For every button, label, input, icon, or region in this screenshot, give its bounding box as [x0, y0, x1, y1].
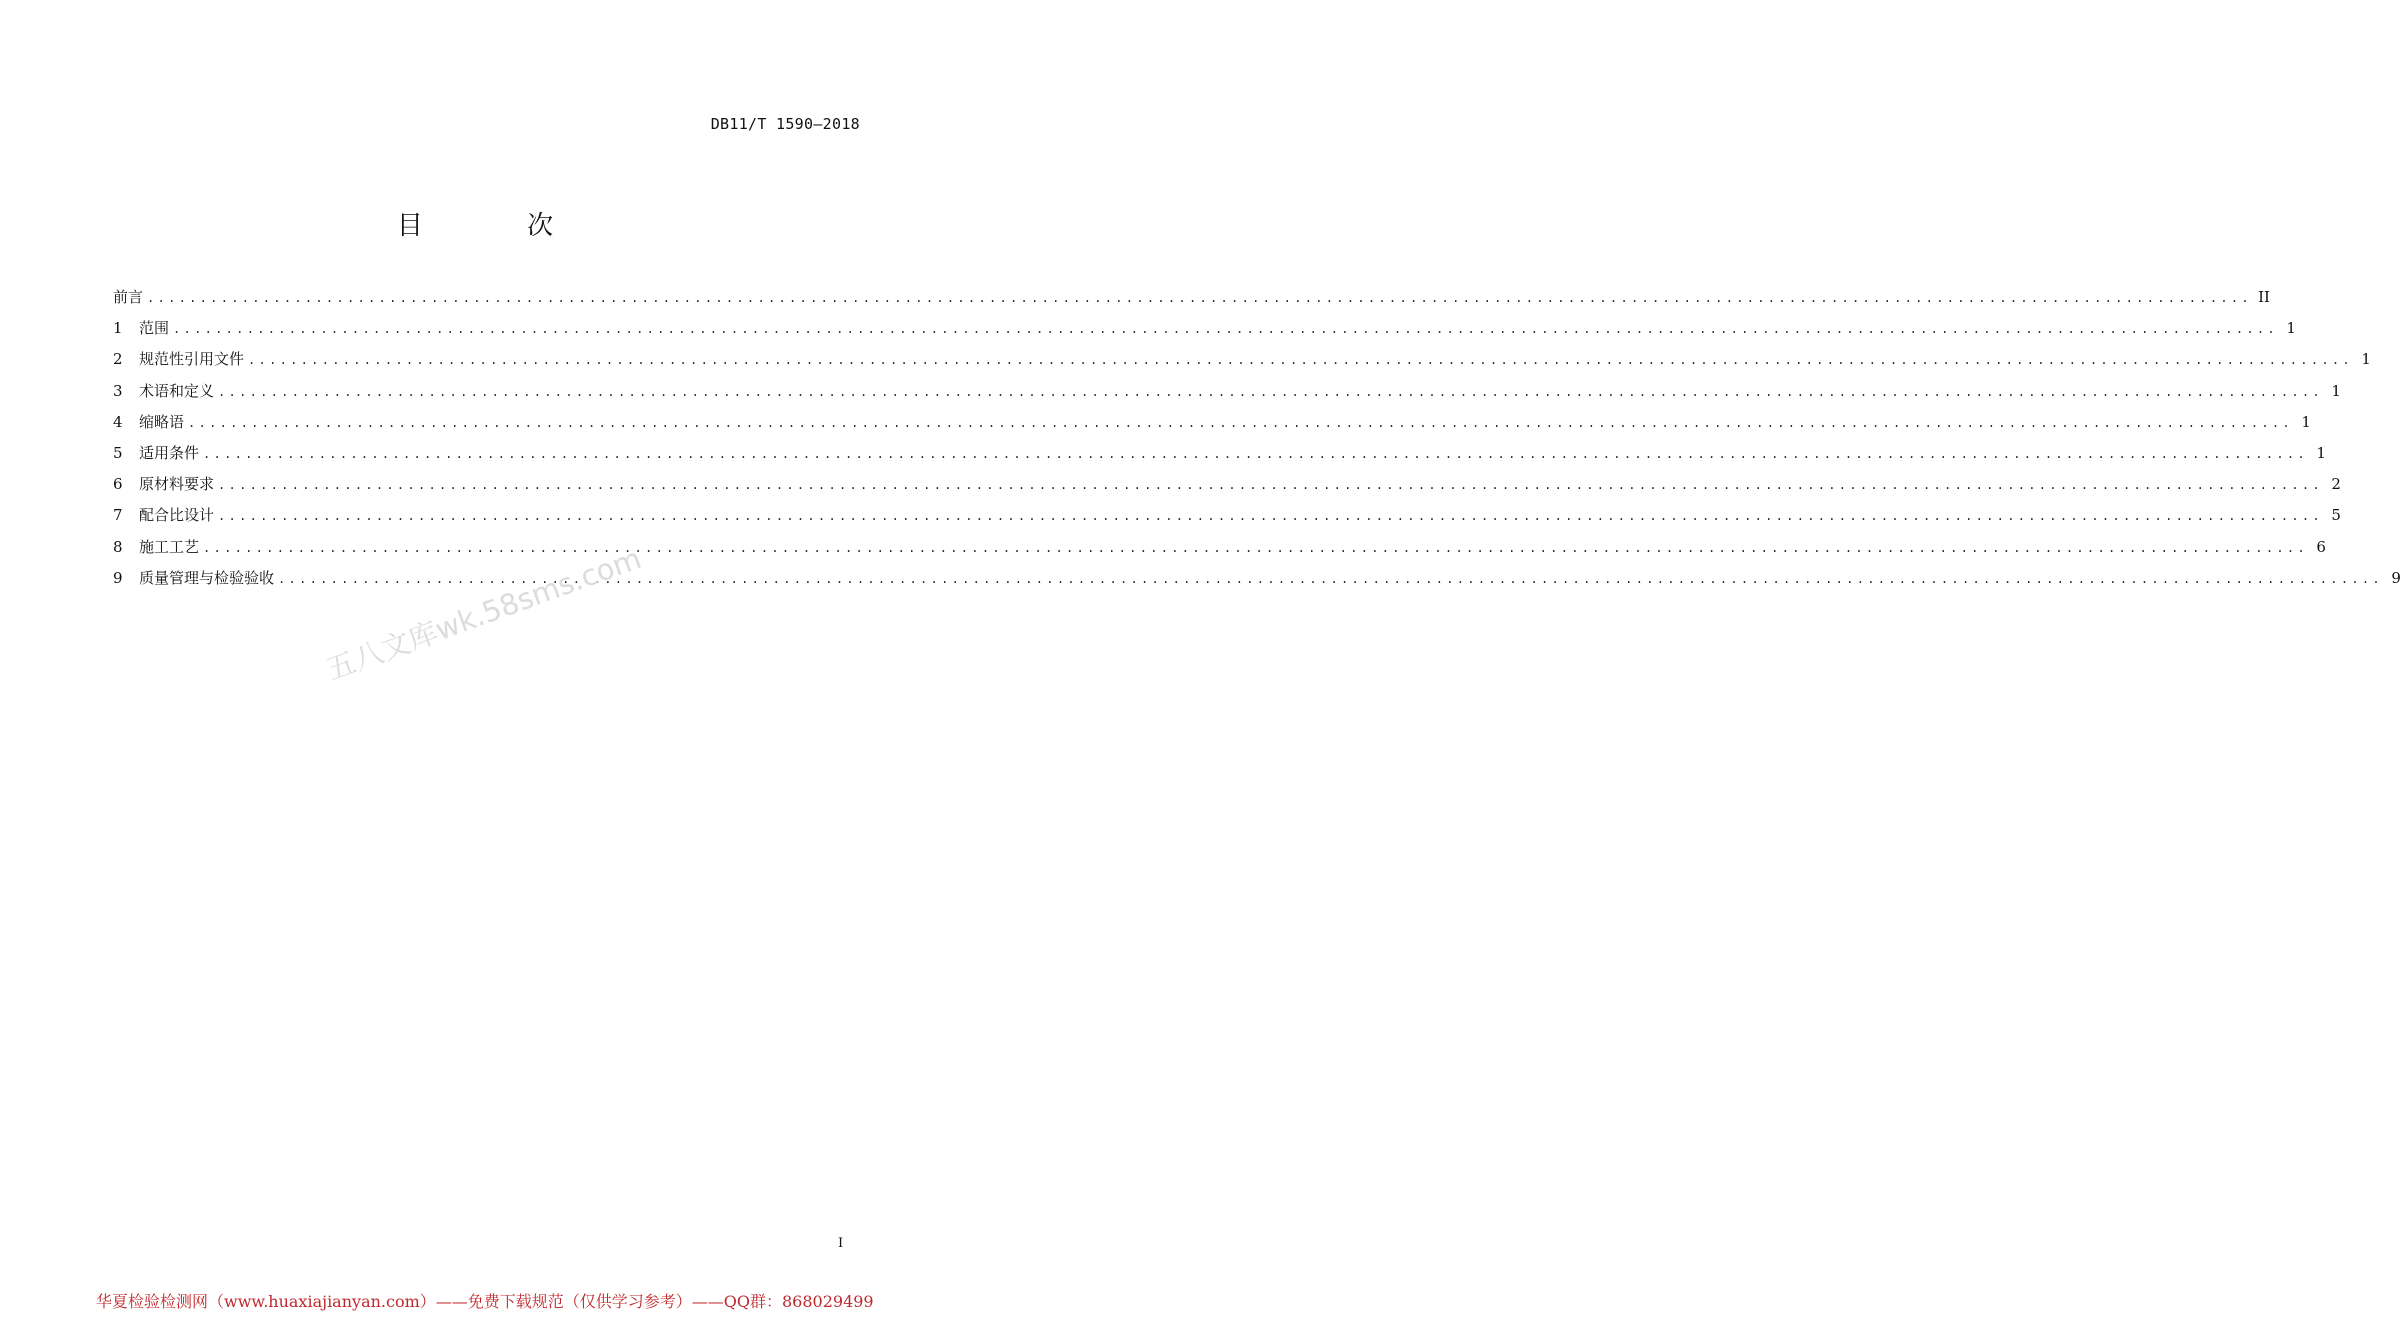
- toc-entry-number: 8: [113, 537, 123, 556]
- toc-entry-number: 6: [113, 475, 123, 494]
- toc-entry-page: 2: [2331, 475, 2341, 494]
- toc-entry[interactable]: [113, 411, 2311, 442]
- page-title: 目 次: [396, 211, 602, 241]
- toc-dot-leader: ........................................................................................................................................................................................................: [218, 478, 2323, 493]
- toc-dot-leader: ........................................................................................................................................................................................................: [248, 353, 2353, 368]
- toc-entry-page: 1: [2301, 412, 2311, 431]
- toc-entry[interactable]: [113, 442, 2326, 473]
- toc-entry-label: 原材料要求: [139, 475, 215, 494]
- toc-dot-leader: ........................................................................................................................................................................................................: [278, 571, 2383, 586]
- toc-entry-label: 缩略语: [139, 412, 185, 431]
- table-of-contents: [113, 286, 2401, 598]
- toc-entry-number: 7: [113, 506, 123, 525]
- toc-entry-page: 5: [2331, 506, 2341, 525]
- toc-entry-page: 1: [2286, 319, 2296, 338]
- toc-entry[interactable]: [113, 536, 2326, 567]
- toc-dot-leader: ........................................................................................................................................................................................................: [203, 446, 2308, 461]
- toc-entry-number: 2: [113, 350, 123, 369]
- toc-entry-label: 质量管理与检验验收: [139, 568, 275, 587]
- toc-entry-number: 3: [113, 381, 123, 400]
- watermark: 五八文库wk.58sms.com: [321, 541, 646, 687]
- toc-entry-label: 范围: [139, 319, 170, 338]
- toc-entry[interactable]: [113, 504, 2341, 535]
- toc-entry[interactable]: [113, 317, 2296, 348]
- toc-entry-number: 4: [113, 412, 123, 431]
- toc-entry-page: II: [2258, 288, 2270, 306]
- toc-dot-leader: ........................................................................................................................................................................................................: [218, 509, 2323, 524]
- toc-entry-label: 施工工艺: [139, 537, 200, 556]
- toc-entry[interactable]: [113, 473, 2341, 504]
- toc-entry-page: 1: [2316, 443, 2326, 462]
- toc-entry-label: 配合比设计: [139, 506, 215, 525]
- toc-entry-label: 前言: [113, 288, 144, 306]
- toc-entry-number: 9: [113, 568, 123, 587]
- document-code: DB11/T 1590—2018: [710, 115, 860, 133]
- toc-dot-leader: ........................................................................................................................................................................................................: [203, 540, 2308, 555]
- toc-entry-label: 规范性引用文件: [139, 350, 245, 369]
- footer-notice: 华夏检验检测网（www.huaxiajianyan.com）——免费下载规范（仅供学习参考）——QQ群：868029499: [96, 1292, 874, 1311]
- toc-entry-number: 1: [113, 319, 123, 338]
- toc-dot-leader: ........................................................................................................................................................................................................: [218, 384, 2323, 399]
- toc-dot-leader: ........................................................................................................................................................................................................: [173, 322, 2278, 337]
- toc-entry[interactable]: [113, 286, 2270, 317]
- toc-entry-label: 适用条件: [139, 443, 200, 462]
- toc-dot-leader: ........................................................................................................................................................................................................: [188, 415, 2293, 430]
- toc-entry-page: 6: [2316, 537, 2326, 556]
- toc-dot-leader: ........................................................................................................................................................................................................: [147, 291, 2252, 305]
- toc-entry-page: 9: [2391, 568, 2401, 587]
- toc-entry[interactable]: [113, 348, 2371, 379]
- toc-entry-page: 1: [2331, 381, 2341, 400]
- toc-entry-label: 术语和定义: [139, 381, 215, 400]
- toc-entry-page: 1: [2361, 350, 2371, 369]
- page-number: I: [838, 1236, 844, 1251]
- toc-entry-number: 5: [113, 443, 123, 462]
- toc-entry[interactable]: [113, 380, 2341, 411]
